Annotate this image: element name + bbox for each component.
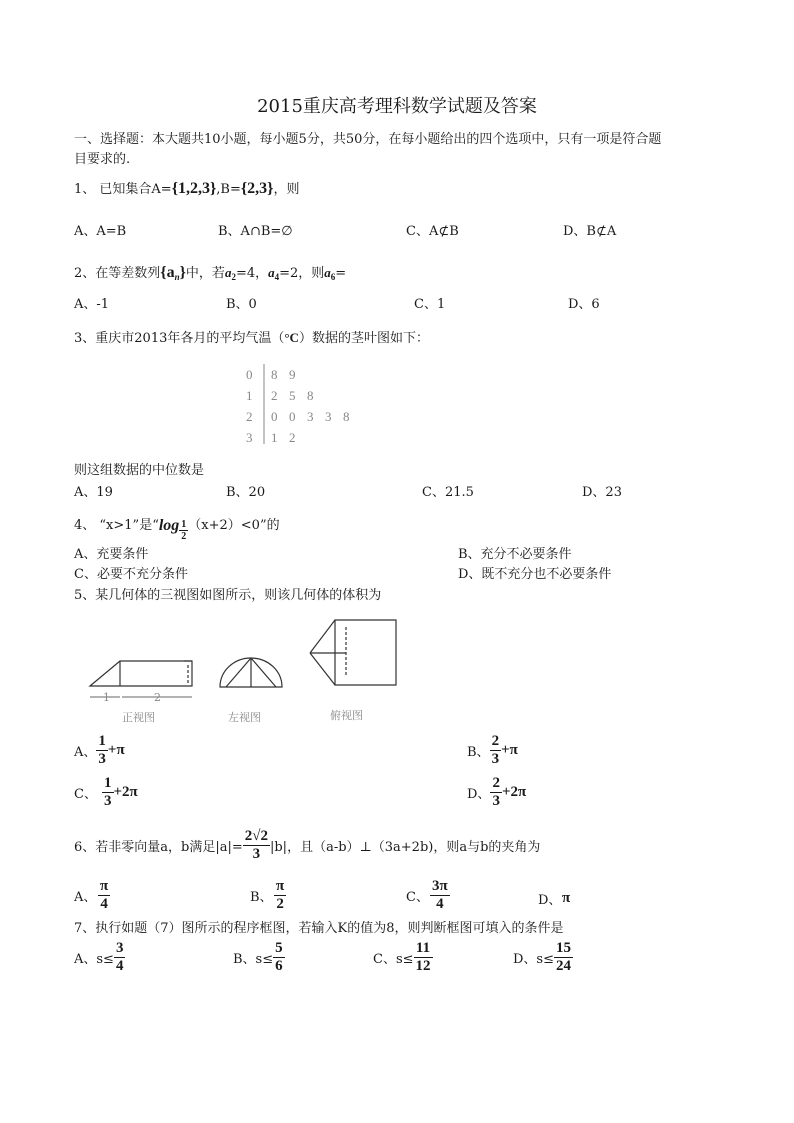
q6-text-1: 6、若非零向量a，b满足|a|= — [74, 840, 243, 855]
q2-seq-close: } — [179, 264, 186, 281]
caption-side-view: 左视图 — [228, 711, 261, 724]
stem-value: 1 — [246, 388, 253, 403]
q6-fraction: $\frac{2√2}{3}$ — [244, 828, 268, 862]
leaf-value: 3 — [325, 409, 332, 424]
q3-text-2: ）数据的茎叶图如下： — [298, 331, 429, 346]
leaf-value: 0 — [289, 409, 296, 424]
q4-log-base: $\frac{1}{2}$ — [181, 519, 187, 542]
front-view-shape — [90, 661, 192, 686]
stem-leaf-plot — [236, 362, 376, 448]
q3-option-b: B、20 — [226, 485, 266, 500]
q5-option-d: D、 $\frac{2}{3}$ +2π — [467, 775, 527, 809]
q2-option-c: C、1 — [414, 297, 446, 312]
question-5: 5、某几何体的三视图如图所示，则该几何体的体积为 — [74, 588, 382, 603]
stem-value: 2 — [246, 409, 253, 424]
q4-log: log — [158, 516, 180, 534]
top-view-lower-slant — [310, 653, 335, 685]
q2-seq-open: {a — [160, 264, 175, 281]
leaf-value: 5 — [289, 388, 296, 403]
q2-a2: a — [224, 265, 232, 280]
q4-option-c: C、必要不充分条件 — [74, 567, 188, 582]
top-view — [310, 620, 396, 685]
q7-option-a: A、s≤ $\frac{3}{4}$ — [74, 940, 124, 974]
q7-option-b: B、s≤ $\frac{5}{6}$ — [233, 940, 283, 974]
question-2 — [74, 265, 346, 285]
dim-label-2: 2 — [154, 691, 161, 704]
q3-text-1: 3、重庆市2013年各月的平均气温（ — [74, 331, 285, 346]
dim-label-1: 1 — [103, 691, 110, 704]
leaf-value: 9 — [289, 367, 296, 382]
leaf-value: 0 — [271, 409, 278, 424]
leaf-value: 1 — [271, 430, 278, 445]
section-intro-line1: 一、选择题：本大题共10小题，每小题5分，共50分，在每小题给出的四个选项中，只有一项是符合题 — [74, 132, 662, 147]
question-6 — [74, 828, 540, 863]
q7-option-d: D、s≤ $\frac{15}{24}$ — [513, 940, 571, 974]
q3-unit: °C — [284, 330, 299, 345]
top-view-upper-slant — [310, 620, 335, 653]
q2-a6-sub: 6 — [330, 272, 336, 282]
caption-front-view: 正视图 — [122, 711, 155, 724]
q1-text-2: ,B= — [216, 182, 241, 197]
caption-top-view: 俯视图 — [330, 709, 363, 722]
q3-option-c: C、21.5 — [422, 485, 474, 500]
side-view-right-edge — [251, 658, 276, 687]
q6-option-c: C、 $\frac{3\pi}{4}$ — [406, 878, 448, 912]
q2-text-2: 中，若 — [185, 266, 225, 281]
q1-option-a: A、A=B — [74, 224, 127, 239]
q5-option-c: C、 $\frac{1}{3}$ +2π — [74, 775, 138, 809]
q2-a4: a — [268, 265, 275, 280]
section-intro-line2: 目要求的. — [74, 152, 131, 167]
question-1 — [74, 181, 300, 198]
question-4 — [74, 509, 280, 542]
q5-option-b: B、 $\frac{2}{3}$ +π — [467, 733, 518, 767]
leaf-value: 3 — [307, 409, 314, 424]
leaf-value: 8 — [271, 367, 278, 382]
q1-text-3: ，则 — [273, 182, 300, 197]
q2-a4-sub: 4 — [274, 272, 280, 282]
q2-a6: a — [324, 265, 331, 280]
q6-option-d: D、π — [538, 890, 571, 908]
q2-option-d: D、6 — [568, 297, 600, 312]
q1-set-a: {1,2,3} — [171, 180, 217, 197]
page-title: 2015重庆高考理科数学试题及答案 — [257, 96, 537, 117]
q3-question: 则这组数据的中位数是 — [74, 463, 205, 478]
question-7: 7、执行如题（7）图所示的程序框图，若输入K的值为8，则判断框图可填入的条件是 — [74, 921, 564, 936]
side-view-left-edge — [226, 658, 251, 687]
q2-text-4: =2，则 — [279, 266, 325, 281]
q6-option-a: A、 $\frac{\pi}{4}$ — [74, 878, 109, 912]
leaf-value: 2 — [289, 430, 296, 445]
q4-option-a: A、充要条件 — [74, 547, 149, 562]
q1-option-c: C、A⊄B — [406, 224, 459, 239]
q2-a2-sub: 2 — [231, 272, 236, 282]
leaf-value: 8 — [343, 409, 350, 424]
stem-value: 3 — [246, 430, 253, 445]
q2-text-1: 2、在等差数列 — [74, 266, 161, 281]
q6-text-2: |b|，且（a-b）⊥（3a+2b)，则a与b的夹角为 — [269, 840, 541, 855]
leaf-value: 2 — [271, 388, 278, 403]
stem-value: 0 — [246, 367, 253, 382]
q1-text-1: 1、 已知集合A= — [74, 182, 172, 197]
q2-text-3: =4， — [235, 266, 269, 281]
q4-option-b: B、充分不必要条件 — [458, 547, 572, 562]
q1-set-b: {2,3} — [240, 180, 274, 197]
q1-option-b: B、A∩B=∅ — [218, 224, 293, 239]
question-3 — [74, 330, 429, 347]
leaf-value: 8 — [307, 388, 314, 403]
q3-option-a: A、19 — [74, 485, 113, 500]
q7-option-c: C、s≤ $\frac{11}{12}$ — [373, 940, 431, 974]
q2-text-5: = — [335, 266, 347, 281]
q5-option-a: A、 $\frac{1}{3}$ +π — [74, 733, 125, 767]
q3-option-d: D、23 — [582, 485, 622, 500]
q1-option-d: D、B⊄A — [563, 224, 617, 239]
q4-text-2: （x+2）<0”的 — [188, 517, 280, 533]
q6-option-b: B、 $\frac{\pi}{2}$ — [250, 878, 285, 912]
q2-seq-sub: n — [174, 272, 180, 282]
q4-text-1: 4、 “x>1”是“ — [74, 517, 159, 533]
three-views-figure — [70, 615, 410, 727]
q2-option-b: B、0 — [226, 297, 257, 312]
q2-option-a: A、-1 — [74, 297, 110, 312]
side-view — [220, 658, 282, 687]
q4-option-d: D、既不充分也不必要条件 — [458, 567, 612, 582]
